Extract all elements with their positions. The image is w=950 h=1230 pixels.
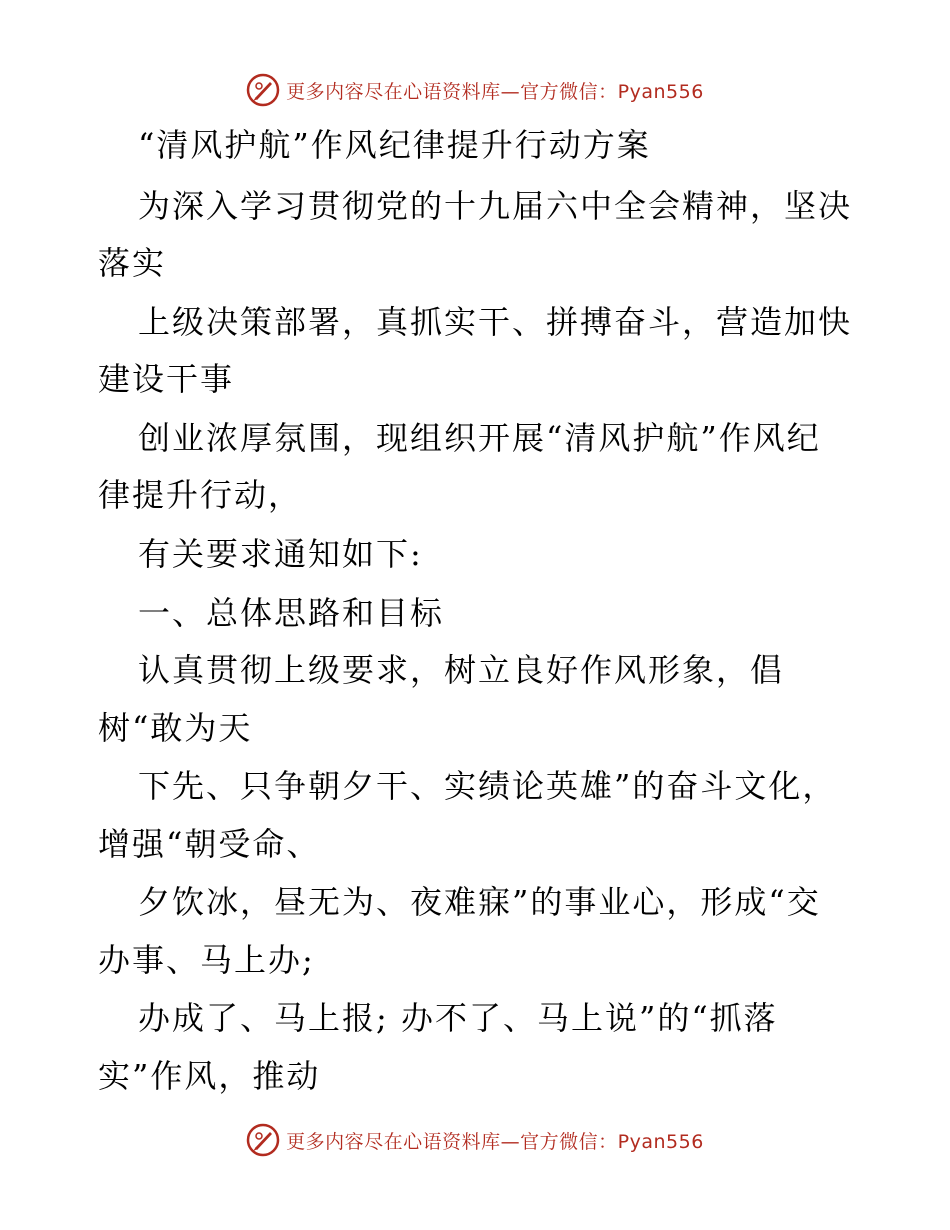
paragraph-line: 为深入学习贯彻党的十九届六中全会精神，坚决 <box>138 187 853 225</box>
paragraph-line: 下先、只争朝夕干、实绩论英雄”的奋斗文化， <box>138 767 837 805</box>
header-banner <box>0 70 950 110</box>
quill-pen-icon <box>246 73 280 107</box>
banner-text <box>286 77 704 104</box>
section-heading: 一、总体思路和目标 <box>138 594 445 632</box>
banner-contact-text: 官方微信：Pyan556 <box>520 1130 704 1153</box>
paragraph-line: 创业浓厚氛围，现组织开展“清风护航”作风纪 <box>138 419 821 457</box>
banner-separator: — <box>500 80 521 103</box>
paragraph-line: 树“敢为天 <box>98 709 253 747</box>
paragraph-line: 有关要求通知如下: <box>138 535 423 573</box>
banner-main-text: 更多内容尽在心语资料库 <box>286 80 501 103</box>
paragraph-line: 建设干事 <box>98 360 235 398</box>
paragraph-line: 落实 <box>98 244 167 282</box>
paragraph-line: 认真贯彻上级要求，树立良好作风形象，倡 <box>138 651 785 689</box>
banner-separator: — <box>500 1130 521 1153</box>
footer-banner <box>0 1120 950 1160</box>
banner-text <box>286 1127 704 1154</box>
paragraph-line: 增强“朝受命、 <box>98 825 321 863</box>
banner-contact-text: 官方微信：Pyan556 <box>520 80 704 103</box>
document-title: “清风护航”作风纪律提升行动方案 <box>138 126 651 164</box>
paragraph-line: 办成了、马上报; 办不了、马上说”的“抓落 <box>138 999 778 1037</box>
paragraph-line: 实”作风，推动 <box>98 1057 321 1095</box>
quill-pen-icon <box>246 1123 280 1157</box>
banner-main-text: 更多内容尽在心语资料库 <box>286 1130 501 1153</box>
paragraph-line: 办事、马上办; <box>98 941 315 979</box>
paragraph-line: 夕饮冰，昼无为、夜难寐”的事业心，形成“交 <box>138 883 821 921</box>
paragraph-line: 上级决策部署，真抓实干、拼搏奋斗，营造加快 <box>138 303 853 341</box>
paragraph-line: 律提升行动， <box>98 476 303 514</box>
